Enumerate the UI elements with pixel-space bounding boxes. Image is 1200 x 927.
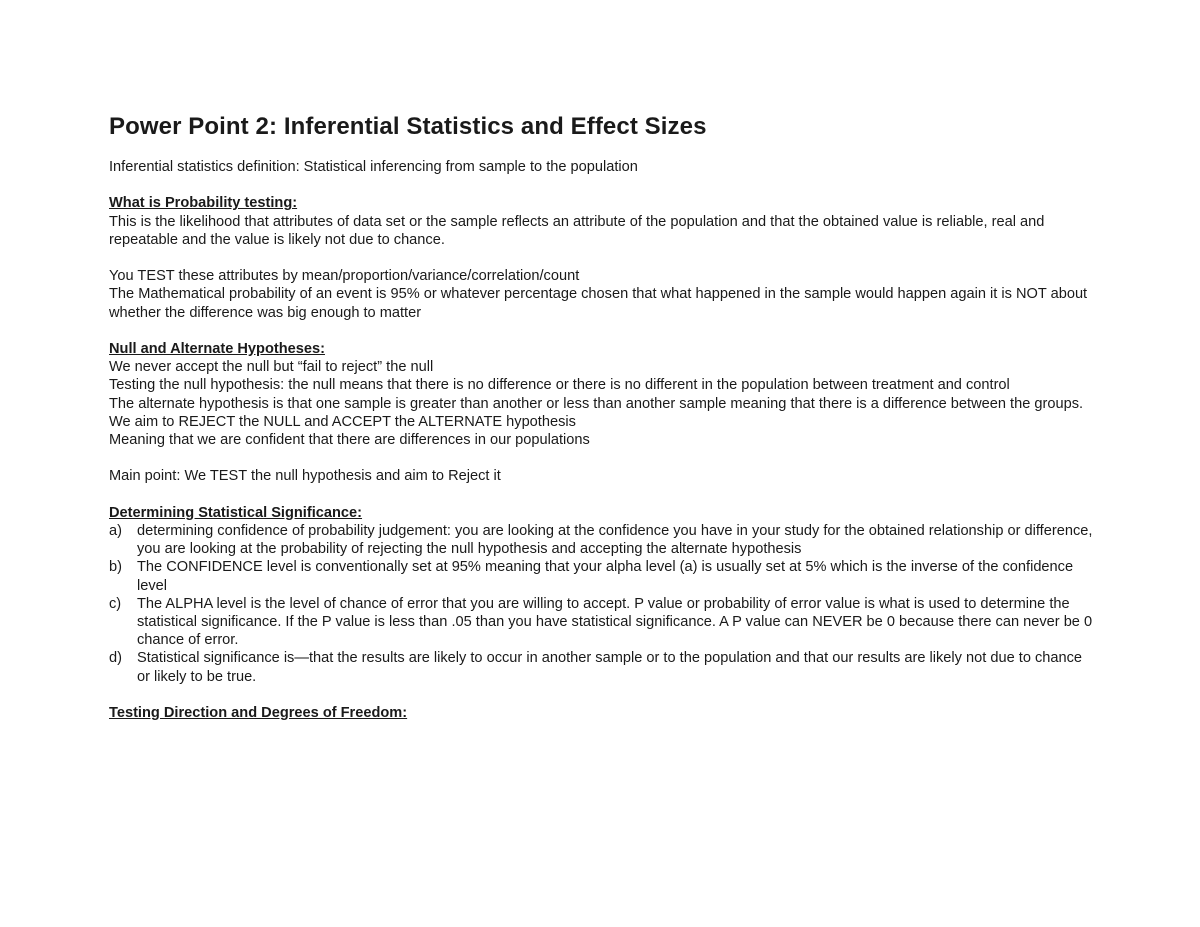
probability-paragraph-1: This is the likelihood that attributes of data set or the sample reflects an attribute of the population and that the obtained value is reliable, real and repeatable and the value is likely not due to chance. xyxy=(109,213,1045,248)
list-item-text: The ALPHA level is the level of chance of error that you are willing to accept. P value or probability of error value is what is used to determine the statistical significance. If the P value is less than .05 than you have statistical significance. A P value can NEVER be 0 because there can never be 0 chance of error. xyxy=(137,595,1093,649)
hypotheses-line-2: Testing the null hypothesis: the null means that there is no difference or there is no different in the population between treatment and control xyxy=(109,377,1010,394)
document-page xyxy=(109,110,1099,722)
list-marker: d) xyxy=(109,650,122,667)
probability-heading: What is Probability testing: xyxy=(109,195,298,212)
significance-heading: Determining Statistical Significance: xyxy=(109,504,363,521)
hypotheses-line-5: Meaning that we are confident that there are differences in our populations xyxy=(109,432,590,448)
spacer xyxy=(109,686,1099,704)
spacer xyxy=(109,322,1099,340)
probability-paragraph-2: You TEST these attributes by mean/proportion/variance/correlation/count xyxy=(109,268,580,285)
list-item-text: The CONFIDENCE level is conventionally set at 95% meaning that your alpha level (a) is usually set at 5% which is the inverse of the confidence level xyxy=(137,559,1074,594)
list-item-text: Statistical significance is—that the results are likely to occur in another sample or to the population and that our results are likely not due to chance or likely to be true. xyxy=(137,650,1083,685)
significance-list xyxy=(109,522,1099,686)
spacer xyxy=(109,486,1099,504)
definition-paragraph: Inferential statistics definition: Statistical inferencing from sample to the population xyxy=(109,159,638,175)
hypotheses-heading: Null and Alternate Hypotheses: xyxy=(109,340,325,357)
hypotheses-line-3: The alternate hypothesis is that one sample is greater than another or less than another sample meaning that there is a difference between the groups. xyxy=(109,395,1084,412)
list-item xyxy=(109,558,1099,594)
main-point: Main point: We TEST the null hypothesis and aim to Reject it xyxy=(109,468,501,485)
spacer xyxy=(109,249,1099,267)
list-marker: b) xyxy=(109,559,122,576)
testing-heading: Testing Direction and Degrees of Freedom: xyxy=(109,705,408,721)
hypotheses-line-1: We never accept the null but “fail to reject” the null xyxy=(109,359,434,376)
list-item xyxy=(109,649,1099,685)
spacer xyxy=(109,176,1099,194)
list-marker: a) xyxy=(109,522,122,539)
spacer xyxy=(109,449,1099,467)
list-item-text: determining confidence of probability judgement: you are looking at the confidence you have in your study for the obtained relationship or difference, you are looking at the probability of rejecting the null hypothesis and accepting the alternate hypothesis xyxy=(137,522,1093,558)
probability-paragraph-3: The Mathematical probability of an event is 95% or whatever percentage chosen that what happened in the sample would happen again it is NOT about whether the difference was big enough to matter xyxy=(109,286,1088,321)
hypotheses-line-4: We aim to REJECT the NULL and ACCEPT the ALTERNATE hypothesis xyxy=(109,413,576,430)
list-marker: c) xyxy=(109,595,122,612)
page-title: Power Point 2: Inferential Statistics and Effect Sizes xyxy=(109,113,707,140)
list-item xyxy=(109,522,1099,558)
list-item xyxy=(109,595,1099,650)
